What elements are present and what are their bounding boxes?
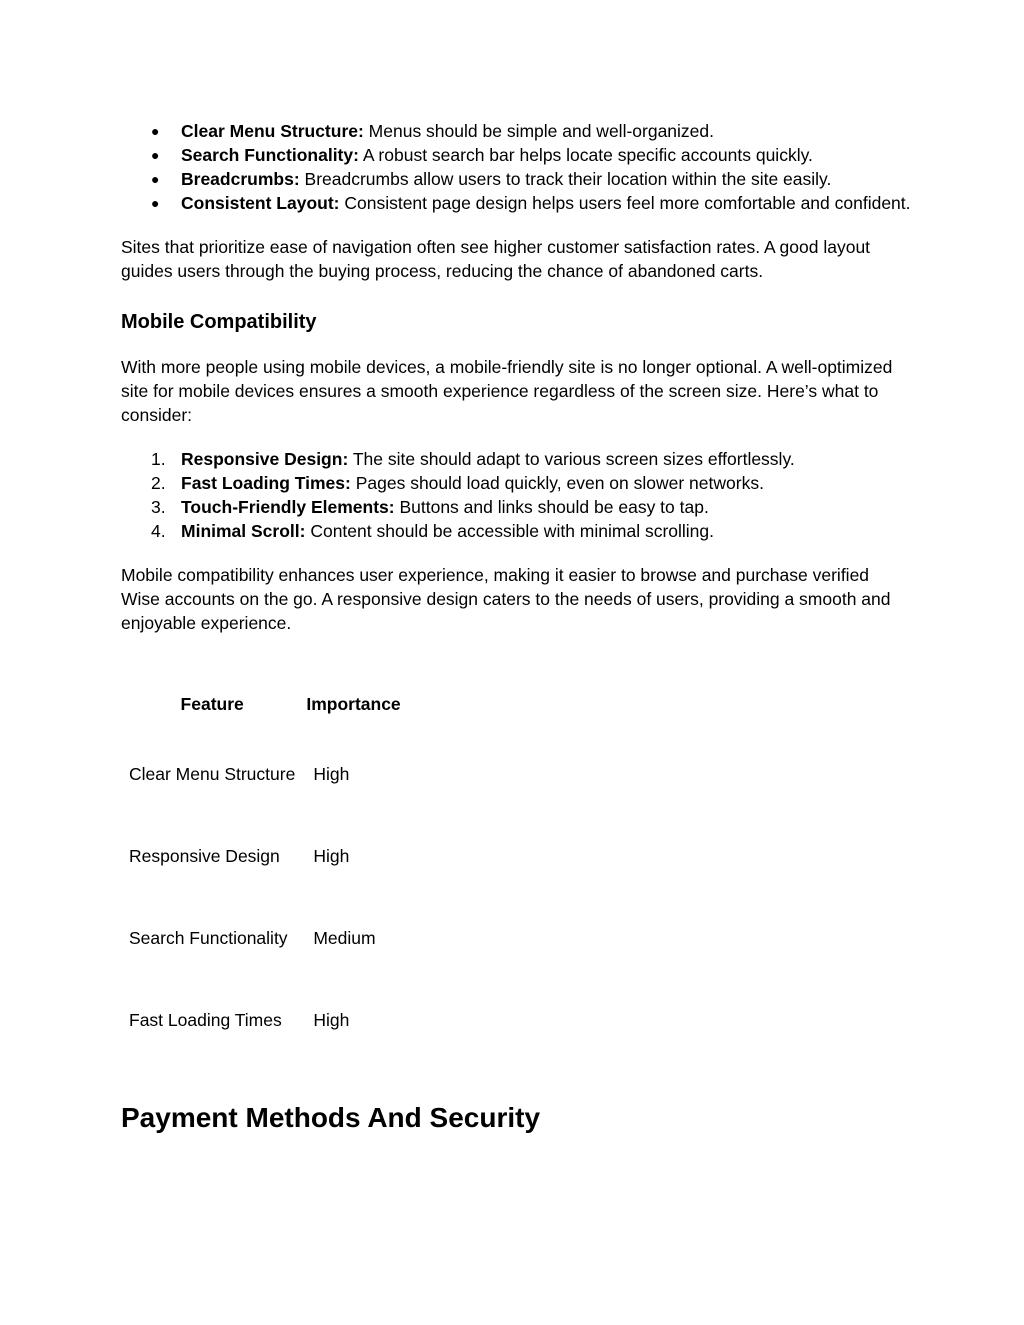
list-item [121, 495, 911, 519]
list-item-text: Buttons and links should be easy to tap. [394, 497, 709, 517]
list-item [121, 519, 911, 543]
list-number: 4. [151, 521, 166, 541]
payment-methods-heading: Payment Methods And Security [121, 1102, 541, 1133]
table-cell-importance: High [313, 1010, 350, 1030]
list-item [121, 471, 911, 495]
table-header-importance: Importance [306, 694, 401, 714]
table-row [121, 733, 409, 815]
list-item-label: Consistent Layout: [181, 193, 340, 213]
list-item-label: Search Functionality: [181, 145, 359, 165]
list-item-label: Fast Loading Times: [181, 473, 351, 493]
table-row [121, 979, 409, 1061]
list-number: 3. [151, 497, 166, 517]
list-item-text: Menus should be simple and well-organized. [363, 121, 715, 141]
list-item-label: Breadcrumbs: [181, 169, 300, 189]
list-item-text: A robust search bar helps locate specific accounts quickly. [358, 145, 813, 165]
list-item-text: Content should be accessible with minimal scrolling. [305, 521, 714, 541]
list-item-label: Clear Menu Structure: [181, 121, 364, 141]
table-header-row [121, 675, 409, 733]
bullet-icon: ● [151, 147, 160, 163]
mobile-summary-paragraph: Mobile compatibility enhances user experience, making it easier to browse and purchase verified Wise accounts on the go. A responsive design caters to the needs of users, providing a smooth and enjoyable experience. [121, 565, 891, 633]
list-item [121, 191, 911, 215]
table-cell-importance: High [313, 764, 350, 784]
list-item [121, 447, 911, 471]
list-item-text: Pages should load quickly, even on slower networks. [350, 473, 764, 493]
table-cell-feature: Fast Loading Times [129, 1010, 282, 1030]
list-number: 2. [151, 473, 166, 493]
bullet-icon: ● [151, 171, 160, 187]
table-row [121, 815, 409, 897]
list-item-label: Minimal Scroll: [181, 521, 306, 541]
list-item-label: Responsive Design: [181, 449, 349, 469]
table-cell-importance: High [313, 846, 350, 866]
navigation-paragraph: Sites that prioritize ease of navigation often see higher customer satisfaction rates. A good layout guides users through the buying process, reducing the chance of abandoned carts. [121, 237, 871, 281]
list-item [121, 167, 911, 191]
bullet-icon: ● [151, 123, 160, 139]
table-row [121, 897, 409, 979]
mobile-intro-paragraph: With more people using mobile devices, a mobile-friendly site is no longer optional. A well-optimized site for mobile devices ensures a smooth experience regardless of the screen size. Here’s what to consider: [121, 357, 893, 425]
table-cell-feature: Clear Menu Structure [129, 764, 296, 784]
table-header-feature: Feature [180, 694, 244, 714]
table-cell-feature: Search Functionality [129, 928, 288, 948]
table-cell-importance: Medium [313, 928, 376, 948]
list-item [121, 143, 911, 167]
mobile-compatibility-heading: Mobile Compatibility [121, 311, 317, 333]
list-number: 1. [151, 449, 166, 469]
navigation-bullet-list [121, 119, 911, 215]
list-item-label: Touch-Friendly Elements: [181, 497, 395, 517]
list-item [121, 119, 911, 143]
bullet-icon: ● [151, 195, 160, 211]
document-page [121, 119, 911, 1135]
table-cell-feature: Responsive Design [129, 846, 280, 866]
list-item-text: Breadcrumbs allow users to track their location within the site easily. [299, 169, 832, 189]
feature-importance-table [121, 675, 409, 1061]
list-item-text: Consistent page design helps users feel more comfortable and confident. [339, 193, 911, 213]
mobile-numbered-list [121, 447, 911, 543]
list-item-text: The site should adapt to various screen sizes effortlessly. [348, 449, 795, 469]
